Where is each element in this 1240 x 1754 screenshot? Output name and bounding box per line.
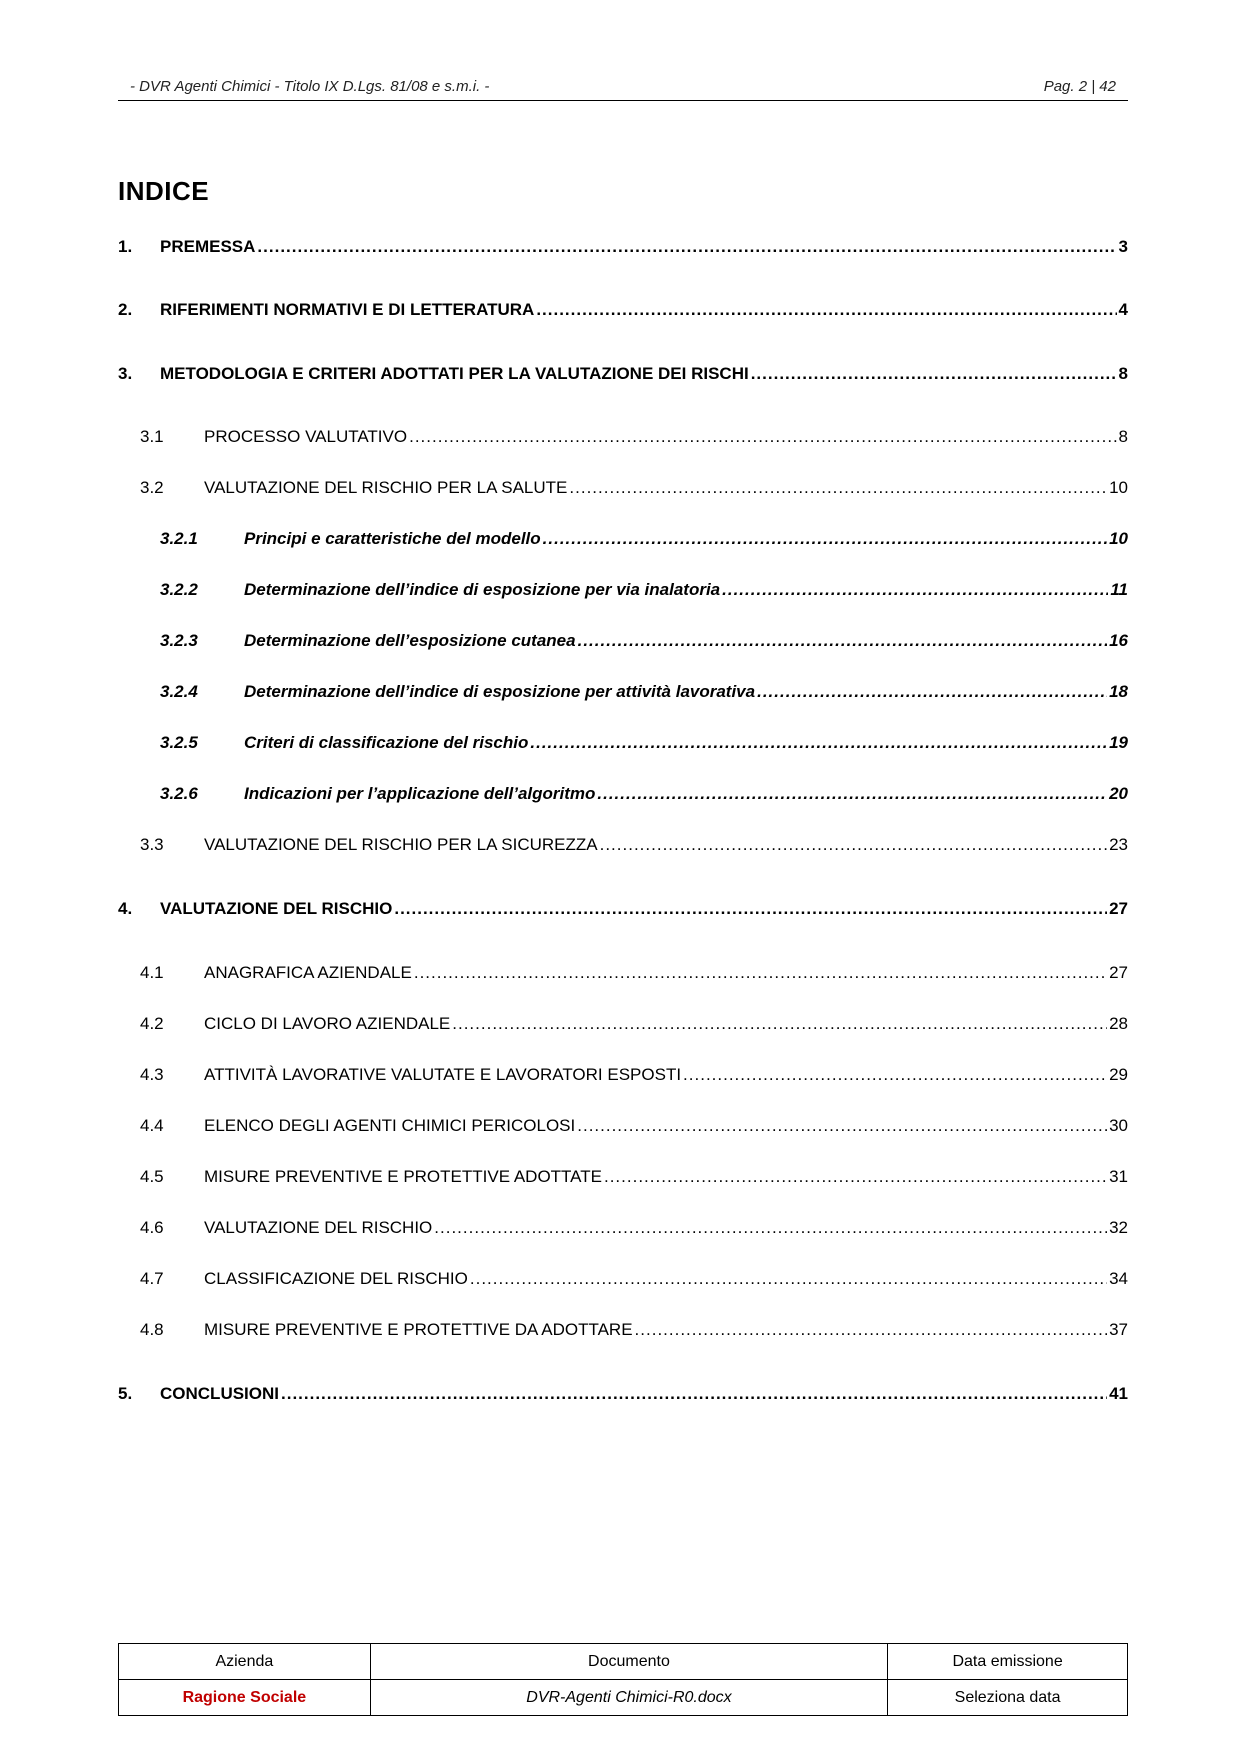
toc-entry-5[interactable] — [118, 1382, 1128, 1406]
toc-entry-3-2[interactable] — [118, 476, 1128, 500]
toc-entry-page: 10 — [1109, 529, 1128, 548]
toc-leader — [409, 425, 1116, 449]
toc-entry-number: 3.2.2 — [160, 580, 198, 599]
toc-entry-2[interactable] — [118, 298, 1128, 322]
toc-entry-number: 4.2 — [140, 1014, 164, 1033]
toc-entry-page: 8 — [1118, 364, 1128, 383]
toc-entry-page: 16 — [1109, 631, 1128, 650]
header-document-title: - DVR Agenti Chimici - Titolo IX D.Lgs. 81/08 e s.m.i. - — [130, 78, 490, 95]
toc-leader — [569, 476, 1107, 500]
toc-entry-number: 4.5 — [140, 1167, 164, 1186]
toc-entry-page: 30 — [1109, 1116, 1128, 1135]
page-header — [118, 78, 1128, 101]
toc-entry-4-3[interactable] — [118, 1063, 1128, 1087]
toc-entry-1[interactable] — [118, 235, 1128, 259]
toc-entry-number: 5. — [118, 1384, 133, 1403]
toc-entry-page: 32 — [1109, 1218, 1128, 1237]
toc-entry-number: 4. — [118, 899, 133, 918]
toc-entry-number: 3.2.4 — [160, 682, 198, 701]
toc-leader — [600, 833, 1107, 857]
toc-entry-number: 1. — [118, 237, 133, 256]
toc-entry-4-7[interactable] — [118, 1267, 1128, 1291]
toc-leader — [635, 1318, 1108, 1342]
toc-entry-title: ATTIVITÀ LAVORATIVE VALUTATE E LAVORATORI ESPOSTI — [204, 1065, 682, 1084]
toc-leader — [604, 1165, 1107, 1189]
toc-entry-title: ELENCO DEGLI AGENTI CHIMICI PERICOLOSI — [204, 1116, 576, 1135]
toc-entry-number: 4.3 — [140, 1065, 164, 1084]
toc-entry-title: VALUTAZIONE DEL RISCHIO — [160, 899, 393, 918]
toc-entry-3[interactable] — [118, 362, 1128, 386]
toc-entry-number: 3.1 — [140, 427, 164, 446]
toc-leader — [257, 235, 1116, 259]
toc-entry-number: 4.1 — [140, 963, 164, 982]
toc-entry-page: 19 — [1109, 733, 1128, 752]
toc-entry-number: 4.8 — [140, 1320, 164, 1339]
toc-entry-page: 29 — [1109, 1065, 1128, 1084]
toc-leader — [597, 782, 1107, 806]
toc-leader — [414, 961, 1107, 985]
toc-entry-title: CICLO DI LAVORO AZIENDALE — [204, 1014, 451, 1033]
toc-entry-3-2-3[interactable] — [118, 629, 1128, 653]
toc-entry-title: Principi e caratteristiche del modello — [244, 529, 541, 548]
toc-leader — [281, 1382, 1107, 1406]
toc-entry-4-1[interactable] — [118, 961, 1128, 985]
footer-azienda-header: Azienda — [119, 1644, 371, 1680]
toc-entry-page: 3 — [1118, 237, 1128, 256]
toc-entry-number: 3.3 — [140, 835, 164, 854]
toc-entry-title: ANAGRAFICA AZIENDALE — [204, 963, 412, 982]
toc-entry-page: 27 — [1109, 899, 1128, 918]
toc-leader — [434, 1216, 1107, 1240]
toc-entry-page: 4 — [1118, 300, 1128, 319]
footer-document-name: DVR-Agenti Chimici-R0.docx — [370, 1680, 887, 1716]
toc-leader — [751, 362, 1117, 386]
toc-entry-number: 4.6 — [140, 1218, 164, 1237]
toc-entry-4-5[interactable] — [118, 1165, 1128, 1189]
toc-entry-title: VALUTAZIONE DEL RISCHIO PER LA SICUREZZA — [204, 835, 598, 854]
toc-entry-number: 2. — [118, 300, 133, 319]
toc-entry-4-2[interactable] — [118, 1012, 1128, 1036]
header-page-number: Pag. 2 | 42 — [1043, 78, 1116, 95]
toc-entry-3-2-6[interactable] — [118, 782, 1128, 806]
toc-entry-3-1[interactable] — [118, 425, 1128, 449]
toc-entry-title: Determinazione dell’indice di esposizione per attività lavorativa — [244, 682, 756, 701]
toc-entry-number: 3.2.3 — [160, 631, 198, 650]
toc-entry-title: PREMESSA — [160, 237, 256, 256]
toc-entry-3-2-2[interactable] — [118, 578, 1128, 602]
toc-leader — [530, 731, 1107, 755]
toc-entry-page: 23 — [1109, 835, 1128, 854]
toc-entry-page: 20 — [1109, 784, 1128, 803]
toc-entry-title: VALUTAZIONE DEL RISCHIO — [204, 1218, 433, 1237]
toc-entry-title: Criteri di classificazione del rischio — [244, 733, 529, 752]
toc-entry-page: 34 — [1109, 1269, 1128, 1288]
toc-entry-4-6[interactable] — [118, 1216, 1128, 1240]
toc-leader — [722, 578, 1108, 602]
toc-entry-title: MISURE PREVENTIVE E PROTETTIVE ADOTTATE — [204, 1167, 602, 1186]
toc-entry-title: PROCESSO VALUTATIVO — [204, 427, 408, 446]
toc-leader — [394, 897, 1107, 921]
toc-entry-title: RIFERIMENTI NORMATIVI E DI LETTERATURA — [160, 300, 535, 319]
toc-entry-4-4[interactable] — [118, 1114, 1128, 1138]
toc-entry-4-8[interactable] — [118, 1318, 1128, 1342]
toc-entry-title: METODOLOGIA E CRITERI ADOTTATI PER LA VALUTAZIONE DEI RISCHI — [160, 364, 749, 383]
toc-entry-page: 31 — [1109, 1167, 1128, 1186]
toc-entry-title: CLASSIFICAZIONE DEL RISCHIO — [204, 1269, 468, 1288]
toc-entry-page: 28 — [1109, 1014, 1128, 1033]
toc-entry-3-3[interactable] — [118, 833, 1128, 857]
toc-entry-title: Determinazione dell’esposizione cutanea — [244, 631, 576, 650]
toc-entry-title: CONCLUSIONI — [160, 1384, 279, 1403]
toc-leader — [452, 1012, 1107, 1036]
toc-entry-number: 3. — [118, 364, 133, 383]
toc-leader — [470, 1267, 1107, 1291]
toc-entry-page: 18 — [1109, 682, 1128, 701]
toc-entry-number: 4.7 — [140, 1269, 164, 1288]
toc-leader — [578, 629, 1107, 653]
toc-entry-3-2-5[interactable] — [118, 731, 1128, 755]
toc-entry-title: Determinazione dell’indice di esposizione per via inalatoria — [244, 580, 721, 599]
toc-entry-title: MISURE PREVENTIVE E PROTETTIVE DA ADOTTARE — [204, 1320, 633, 1339]
toc-leader — [683, 1063, 1107, 1087]
toc-entry-title: VALUTAZIONE DEL RISCHIO PER LA SALUTE — [204, 478, 568, 497]
toc-entry-page: 27 — [1109, 963, 1128, 982]
footer-data-header: Data emissione — [888, 1644, 1128, 1680]
toc-entry-page: 11 — [1110, 580, 1128, 599]
footer-documento-header: Documento — [370, 1644, 887, 1680]
toc-leader — [543, 527, 1107, 551]
toc-entry-number: 3.2.6 — [160, 784, 198, 803]
toc-entry-3-2-1[interactable] — [118, 527, 1128, 551]
footer-date-selector[interactable]: Seleziona data — [888, 1680, 1128, 1716]
toc-entry-number: 3.2.1 — [160, 529, 198, 548]
toc-entry-page: 8 — [1118, 427, 1128, 446]
toc-entry-3-2-4[interactable] — [118, 680, 1128, 704]
toc-entry-page: 41 — [1109, 1384, 1128, 1403]
toc-entry-page: 37 — [1109, 1320, 1128, 1339]
footer-company-name[interactable]: Ragione Sociale — [119, 1680, 371, 1716]
toc-leader — [536, 298, 1116, 322]
toc-entry-4[interactable] — [118, 897, 1128, 921]
toc-entry-number: 3.2 — [140, 478, 164, 497]
footer-value-row — [119, 1680, 1128, 1716]
toc-leader — [577, 1114, 1107, 1138]
toc-entry-number: 3.2.5 — [160, 733, 198, 752]
toc-entry-page: 10 — [1109, 478, 1128, 497]
index-title: INDICE — [118, 176, 210, 206]
toc-entry-title: Indicazioni per l’applicazione dell’algoritmo — [244, 784, 596, 803]
toc-entry-number: 4.4 — [140, 1116, 164, 1135]
toc-leader — [757, 680, 1107, 704]
footer-table — [118, 1643, 1128, 1716]
footer-header-row — [119, 1644, 1128, 1680]
